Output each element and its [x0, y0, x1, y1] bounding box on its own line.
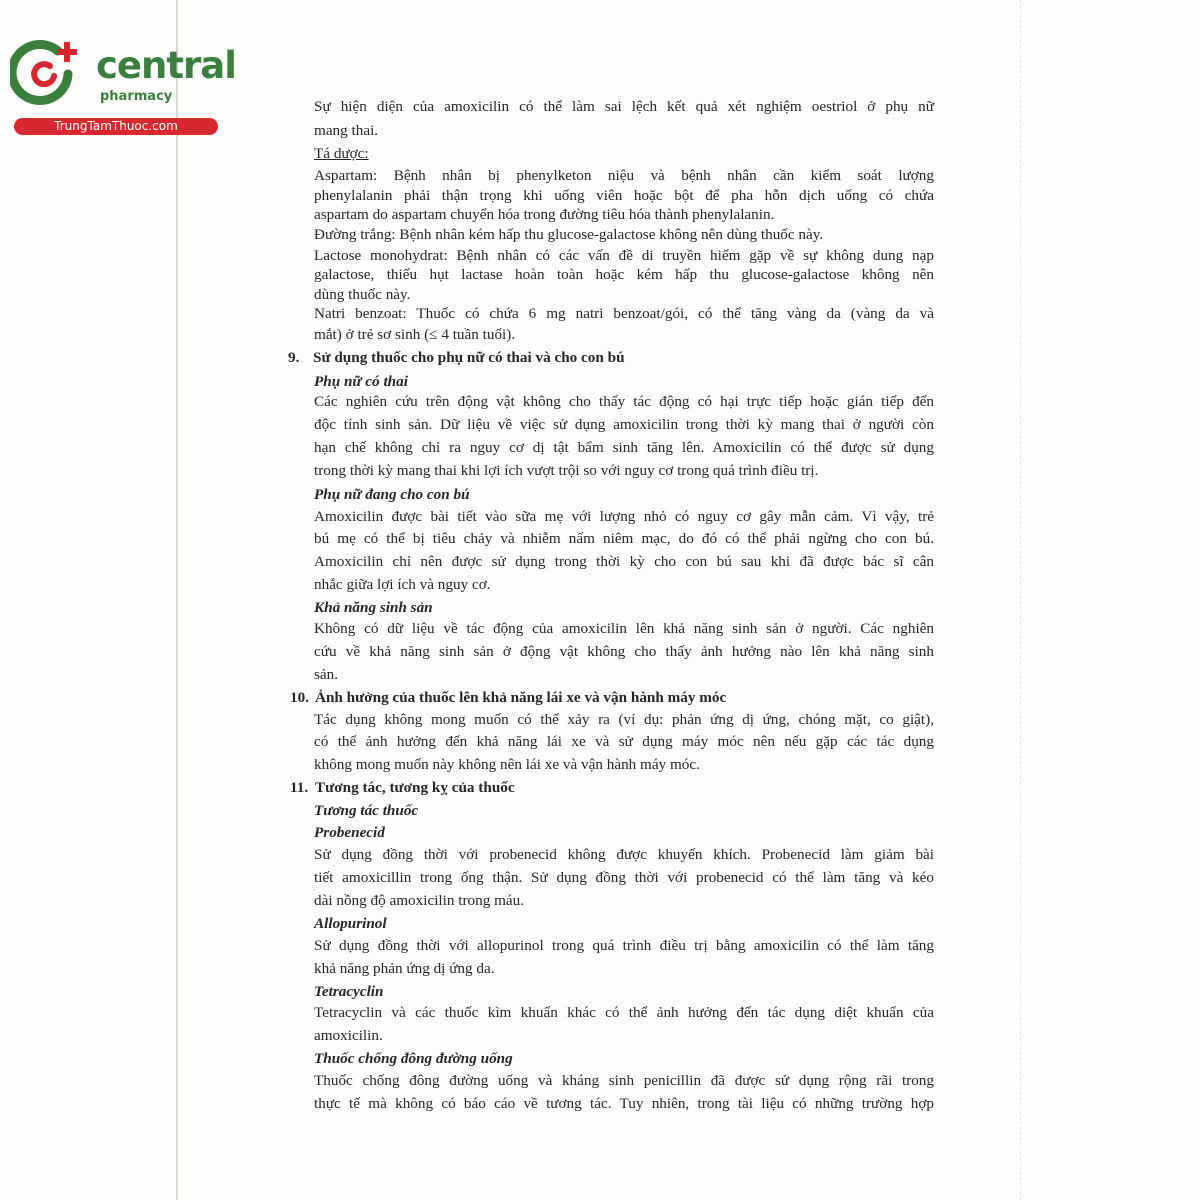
- subheading: Phụ nữ có thai: [314, 373, 408, 390]
- text-line: dài nồng độ amoxicilin trong máu.: [314, 892, 525, 909]
- text-line: Sử dụng đồng thời với allopurinol trong quá trình điều trị bằng amoxicilin có thể làm tăng: [314, 937, 934, 954]
- text-line: trong thời kỳ mang thai khi lợi ích vượt trội so với nguy cơ trong quá trình điều trị.: [314, 462, 819, 479]
- text-line: hạn chế không chỉ ra nguy cơ dị tật bẩm sinh tăng lên. Amoxicilin có thể được sử dụng: [314, 439, 934, 456]
- text-line: Các nghiên cứu trên động vật không cho thấy tác động có hại trực tiếp hoặc gián tiếp đến: [314, 393, 934, 410]
- text-line: Đường trắng: Bệnh nhân kém hấp thu glucose-galactose không nên dùng thuốc này.: [314, 226, 824, 243]
- text-line: dùng thuốc này.: [314, 286, 411, 303]
- logo-banner: TrungTamThuoc.com: [14, 118, 218, 135]
- subsection-heading: Tá dược:: [314, 145, 369, 162]
- text-line: sản.: [314, 666, 339, 683]
- section-heading-9: 9. Sử dụng thuốc cho phụ nữ có thai và cho con bú: [288, 349, 625, 366]
- text-line: phenylalanin phải thận trọng khi uống viên hoặc bột để pha hỗn dịch uống có chứa: [314, 187, 934, 204]
- text-line: Sử dụng đồng thời với probenecid không được khuyến khích. Probenecid làm giảm bài: [314, 846, 934, 863]
- text-line: khả năng phản ứng dị ứng da.: [314, 960, 495, 977]
- text-line: Tetracyclin và các thuốc kìm khuẩn khác có thể ảnh hưởng đến tác dụng diệt khuẩn của: [314, 1004, 934, 1021]
- subheading: Probenecid: [314, 824, 385, 841]
- text-line: tiết amoxicillin trong ống thận. Sử dụng đồng thời với probenecid có thể làm tăng và kéo: [314, 869, 934, 886]
- subheading: Tương tác thuốc: [314, 802, 419, 819]
- text-line: mang thai.: [314, 122, 379, 139]
- text-line: amoxicilin.: [314, 1027, 383, 1044]
- text-line: không mong muốn này không nên lái xe và vận hành máy móc.: [314, 756, 700, 773]
- text-line: Lactose monohydrat: Bệnh nhân có các vấn đề di truyền hiếm gặp về sự không dung nạp: [314, 247, 934, 264]
- text-line: Tác dụng không mong muốn có thể xảy ra (ví dụ: phản ứng dị ứng, chóng mặt, co giật),: [314, 711, 934, 728]
- text-line: Sự hiện diện của amoxicilin có thể làm sai lệch kết quả xét nghiệm oestriol ở phụ nữ: [314, 98, 934, 115]
- text-line: Natri benzoat: Thuốc có chứa 6 mg natri benzoat/gói, có thể tăng vàng da (vàng da và: [314, 305, 934, 322]
- section-heading-11: 11. Tương tác, tương kỵ của thuốc: [290, 779, 515, 796]
- logo-subtitle: pharmacy: [100, 89, 173, 104]
- text-line: galactose, thiếu hụt lactase hoàn toàn hoặc kém hấp thu glucose-galactose không nên: [314, 266, 934, 283]
- section-heading-10: 10. Ảnh hưởng của thuốc lên khả năng lái xe và vận hành máy móc: [290, 689, 727, 706]
- subheading: Phụ nữ đang cho con bú: [314, 486, 470, 503]
- text-line: Amoxicilin được bài tiết vào sữa mẹ với lượng nhỏ có nguy cơ gây mẫn cảm. Vì vậy, trẻ: [314, 508, 934, 525]
- subheading: Khả năng sinh sản: [314, 599, 433, 616]
- subheading: Allopurinol: [314, 915, 387, 932]
- text-line: thực tế mà không có báo cáo về tương tác. Tuy nhiên, trong tài liệu có những trường hợp: [314, 1095, 934, 1112]
- logo-name: central: [96, 44, 236, 87]
- text-line: bú mẹ có thể bị tiêu chảy và nhiễm nấm niêm mạc, do đó có thể phải ngừng cho con bú.: [314, 530, 934, 547]
- text-line: có thể ảnh hưởng đến khả năng lái xe và sử dụng máy móc nên nếu gặp các tác dụng: [314, 733, 934, 750]
- subheading: Tetracyclin: [314, 983, 384, 1000]
- text-line: Aspartam: Bệnh nhân bị phenylketon niệu và bệnh nhân cần kiểm soát lượng: [314, 167, 934, 184]
- text-line: Thuốc chống đông đường uống và kháng sinh penicillin đã được sử dụng rộng rãi trong: [314, 1072, 934, 1089]
- text-line: Không có dữ liệu về tác động của amoxicilin lên khả năng sinh sản ở người. Các nghiên: [314, 620, 934, 637]
- text-line: mắt) ở trẻ sơ sinh (≤ 4 tuần tuổi).: [314, 326, 516, 343]
- text-line: aspartam do aspartam chuyển hóa trong đường tiêu hóa thành phenylalanin.: [314, 206, 775, 223]
- subheading: Thuốc chống đông đường uống: [314, 1050, 513, 1067]
- text-line: cứu về khả năng sinh sản ở động vật không cho thấy ảnh hưởng nào lên khả năng sinh: [314, 643, 934, 660]
- text-line: Amoxicilin chỉ nên được sử dụng trong thời kỳ cho con bú sau khi đã được bác sĩ cân: [314, 553, 934, 570]
- text-line: độc tính sinh sản. Dữ liệu về việc sử dụng amoxicilin trong thời kỳ mang thai ở người còn: [314, 416, 934, 433]
- text-line: nhắc giữa lợi ích và nguy cơ.: [314, 576, 491, 593]
